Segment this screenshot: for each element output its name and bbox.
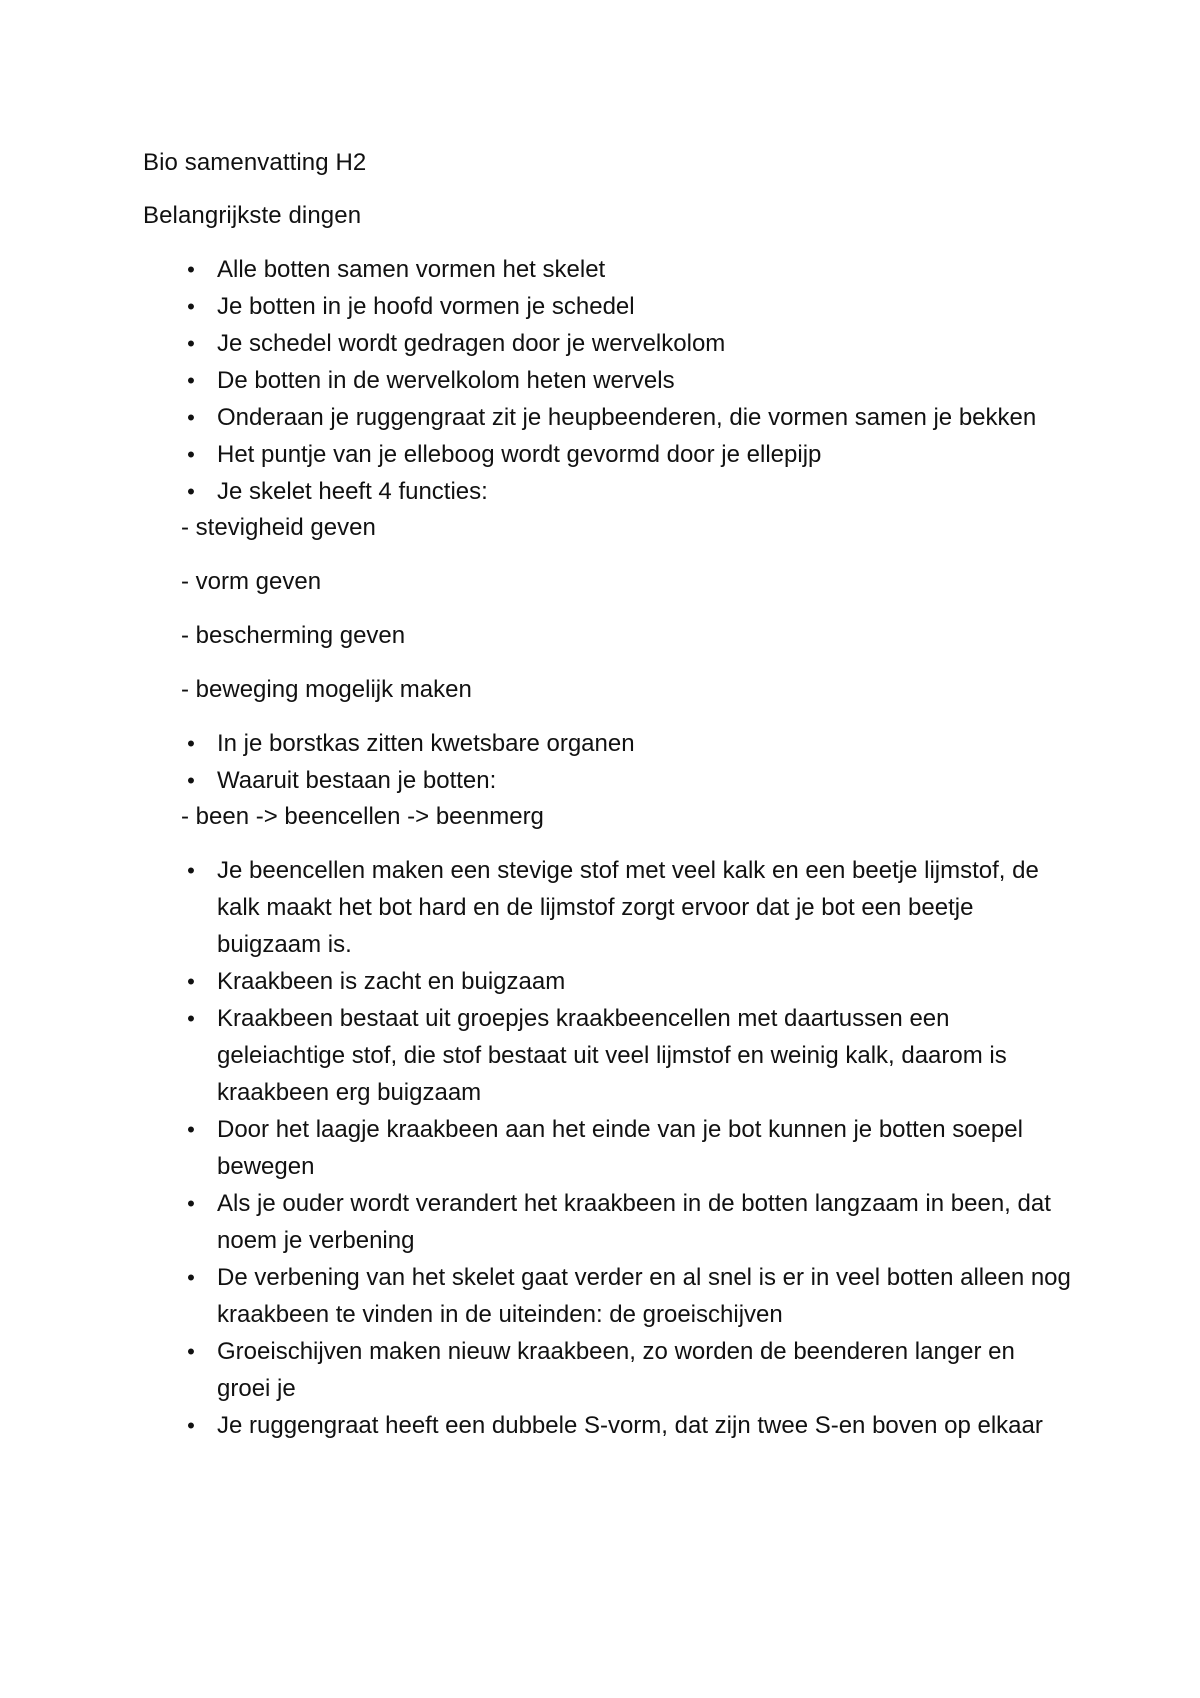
functions-list bbox=[143, 510, 1073, 708]
bullet-icon: • bbox=[187, 1339, 195, 1364]
list-item-text: Door het laagje kraakbeen aan het einde van je bot kunnen je botten soepel bewegen bbox=[217, 1116, 1023, 1180]
bullet-icon: • bbox=[187, 479, 195, 504]
list-item bbox=[143, 325, 1073, 362]
list-item bbox=[143, 1259, 1073, 1333]
composition-list bbox=[143, 799, 1073, 835]
bullet-icon: • bbox=[187, 1006, 195, 1031]
list-item-text: Waaruit bestaan je botten: bbox=[217, 767, 497, 794]
list-item bbox=[143, 251, 1073, 288]
list-item-text: Kraakbeen is zacht en buigzaam bbox=[217, 968, 566, 995]
list-item-text: Het puntje van je elleboog wordt gevormd door je ellepijp bbox=[217, 441, 822, 468]
list-item bbox=[143, 473, 1073, 510]
list-item-text: Alle botten samen vormen het skelet bbox=[217, 256, 606, 283]
bullet-icon: • bbox=[187, 442, 195, 467]
list-item bbox=[143, 1185, 1073, 1259]
bullet-list-1 bbox=[143, 251, 1073, 510]
list-item-text: De botten in de wervelkolom heten wervels bbox=[217, 367, 675, 394]
list-item bbox=[143, 1333, 1073, 1407]
bullet-icon: • bbox=[187, 331, 195, 356]
bullet-icon: • bbox=[187, 1413, 195, 1438]
bullet-icon: • bbox=[187, 368, 195, 393]
bullet-icon: • bbox=[187, 731, 195, 756]
dash-item: - been -> beencellen -> beenmerg bbox=[181, 803, 544, 830]
list-item-text: In je borstkas zitten kwetsbare organen bbox=[217, 730, 635, 757]
dash-item: - stevigheid geven bbox=[181, 514, 376, 541]
list-item bbox=[143, 1000, 1073, 1111]
list-item-text: Je beencellen maken een stevige stof met veel kalk en een beetje lijmstof, de kalk maakt het bot hard en de lijmstof zorgt ervoor dat je bot een beetje buigzaam is. bbox=[217, 857, 1039, 958]
bullet-icon: • bbox=[187, 1117, 195, 1142]
bullet-icon: • bbox=[187, 1191, 195, 1216]
list-item-text: Groeischijven maken nieuw kraakbeen, zo worden de beenderen langer en groei je bbox=[217, 1338, 1015, 1402]
list-item bbox=[143, 399, 1073, 436]
bullet-icon: • bbox=[187, 257, 195, 282]
bullet-icon: • bbox=[187, 405, 195, 430]
bullet-icon: • bbox=[187, 768, 195, 793]
list-item-text: Je schedel wordt gedragen door je wervelkolom bbox=[217, 330, 726, 357]
dash-item: - bescherming geven bbox=[181, 622, 406, 649]
list-item-text: De verbening van het skelet gaat verder en al snel is er in veel botten alleen nog kraakbeen te vinden in de uiteinden: de groeischijven bbox=[217, 1264, 1071, 1328]
list-item-text: Je botten in je hoofd vormen je schedel bbox=[217, 293, 635, 320]
bullet-icon: • bbox=[187, 1265, 195, 1290]
bullet-icon: • bbox=[187, 294, 195, 319]
list-item-text: Kraakbeen bestaat uit groepjes kraakbeencellen met daartussen een geleiachtige stof, die stof bestaat uit veel lijmstof en weinig kalk, daarom is kraakbeen erg buigzaam bbox=[217, 1005, 1007, 1106]
list-item bbox=[143, 762, 1073, 799]
list-item-text: Je skelet heeft 4 functies: bbox=[217, 478, 488, 505]
list-item bbox=[143, 963, 1073, 1000]
document-title: Bio samenvatting H2 bbox=[143, 149, 367, 176]
document-subtitle: Belangrijkste dingen bbox=[143, 202, 362, 229]
bullet-icon: • bbox=[187, 969, 195, 994]
list-item bbox=[143, 436, 1073, 473]
bullet-icon: • bbox=[187, 858, 195, 883]
document-body bbox=[143, 145, 1073, 1444]
dash-item: - vorm geven bbox=[181, 568, 322, 595]
bullet-list-3 bbox=[143, 852, 1073, 1444]
dash-item: - beweging mogelijk maken bbox=[181, 676, 472, 703]
list-item bbox=[143, 288, 1073, 325]
list-item bbox=[143, 1407, 1073, 1444]
list-item bbox=[143, 362, 1073, 399]
list-item bbox=[143, 852, 1073, 963]
list-item bbox=[143, 1111, 1073, 1185]
list-item-text: Onderaan je ruggengraat zit je heupbeenderen, die vormen samen je bekken bbox=[217, 404, 1037, 431]
list-item-text: Als je ouder wordt verandert het kraakbeen in de botten langzaam in been, dat noem je verbening bbox=[217, 1190, 1051, 1254]
bullet-list-2 bbox=[143, 725, 1073, 799]
list-item-text: Je ruggengraat heeft een dubbele S-vorm, dat zijn twee S-en boven op elkaar bbox=[217, 1412, 1043, 1439]
list-item bbox=[143, 725, 1073, 762]
